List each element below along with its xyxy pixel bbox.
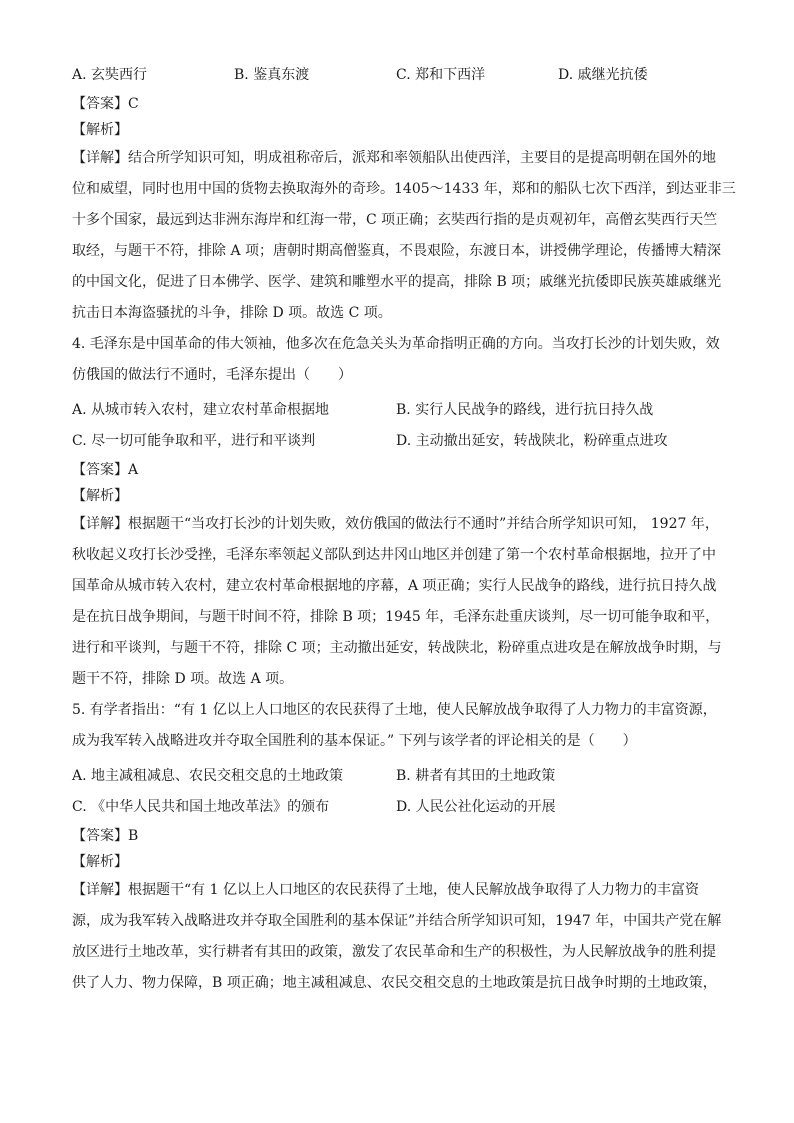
- q4-options-row-1: [72, 395, 722, 426]
- q3-options: [72, 60, 722, 91]
- document-page: [72, 60, 736, 999]
- q4-detail-line: 国革命从城市转入农村，建立农村革命根据地的序幕，A 项正确；实行人民战争的路线，进行抗日持久战: [72, 578, 717, 594]
- q5-option-b: B. 耕者有其田的土地政策: [396, 768, 556, 784]
- q5-detail-line: 供了人力、物力保障，B 项正确；地主减租减息、农民交租交息的土地政策是抗日战争时期的土地政策，: [72, 975, 717, 991]
- q4-answer: 【答案】A: [72, 462, 139, 478]
- q5-analysis-label: 【解析】: [72, 854, 128, 870]
- q5-answer: 【答案】B: [72, 828, 139, 844]
- q3-option-a: A. 玄奘西行: [72, 67, 148, 83]
- q3-detail-line: 【详解】结合所学知识可知，明成祖称帝后，派郑和率领船队出使西洋，主要目的是提高明朝在国外的地: [72, 150, 716, 166]
- q4-analysis-label: 【解析】: [72, 488, 128, 504]
- q3-detail-line: 取经，与题干不符，排除 A 项；唐朝时期高僧鉴真，不畏艰险，东渡日本，讲授佛学理论，传播博大精深: [72, 243, 722, 259]
- q3-detail-line: 十多个国家，最远到达非洲东海岸和红海一带，C 项正确；玄奘西行指的是贞观初年，高僧玄奘西行天竺: [72, 212, 718, 228]
- q4-stem-line: 4. 毛泽东是中国革命的伟大领袖，他多次在危急关头为革命指明正确的方向。当攻打长沙的计划失败，效: [72, 336, 720, 352]
- q5-stem-line: 5. 有学者指出：“有 1 亿以上人口地区的农民获得了土地，使人民解放战争取得了人力物力的丰富资源，: [72, 702, 717, 718]
- q5-options-row-2: [72, 792, 722, 823]
- q5-stem-line: 成为我军转入战略进攻并夺取全国胜利的基本保证。” 下列与该学者的评论相关的是（ ）: [72, 733, 637, 749]
- q3-option-c: C. 郑和下西洋: [396, 67, 486, 83]
- q4-detail-line: 【详解】根据题干“当攻打长沙的计划失败，效仿俄国的做法行不通时”并结合所学知识可知， 1927 年，: [72, 516, 719, 532]
- q4-options-row-2: [72, 426, 722, 457]
- q4-stem-line: 仿俄国的做法行不通时，毛泽东提出（ ）: [72, 367, 352, 383]
- q4-detail-line: 题干不符，排除 D 项。故选 A 项。: [72, 671, 294, 687]
- q4-detail: [72, 509, 722, 695]
- q5-options-row-1: [72, 761, 722, 792]
- q4-detail-line: 是在抗日战争期间，与题干时间不符，排除 B 项；1945 年，毛泽东赴重庆谈判，尽一切可能争取和平，: [72, 609, 720, 625]
- q5-detail-line: 【详解】根据题干“有 1 亿以上人口地区的农民获得了土地，使人民解放战争取得了人力物力的丰富资: [72, 882, 699, 898]
- q4-option-c: C. 尽一切可能争取和平，进行和平谈判: [72, 433, 316, 449]
- q3-detail: [72, 143, 736, 329]
- q3-detail-line: 位和威望，同时也用中国的货物去换取海外的奇珍。1405～1433 年，郑和的船队七次下西洋，到达亚非三: [72, 181, 736, 197]
- q5-detail-line: 放区进行土地改革，实行耕者有其田的政策，激发了农民革命和生产的积极性，为人民解放战争的胜利提: [72, 944, 716, 960]
- q4-option-a: A. 从城市转入农村，建立农村革命根据地: [72, 402, 330, 418]
- q3-answer: 【答案】C: [72, 96, 139, 112]
- q3-detail-line: 的中国文化，促进了日本佛学、医学、建筑和雕塑水平的提高，排除 B 项；戚继光抗倭即民族英雄戚继光: [72, 274, 722, 290]
- q5-detail-line: 源，成为我军转入战略进攻并夺取全国胜利的基本保证”并结合所学知识可知，1947 年，中国共产党在解: [72, 913, 722, 929]
- q5-detail: [72, 875, 722, 999]
- q5-stem: [72, 695, 722, 757]
- q4-option-b: B. 实行人民战争的路线，进行抗日持久战: [396, 402, 654, 418]
- q4-detail-line: 秋收起义攻打长沙受挫，毛泽东率领起义部队到达井冈山地区并创建了第一个农村革命根据地，拉开了中: [72, 547, 716, 563]
- q3-detail-line: 抗击日本海盗骚扰的斗争，排除 D 项。故选 C 项。: [72, 305, 392, 321]
- q5-option-d: D. 人民公社化运动的开展: [396, 799, 556, 815]
- q3-option-d: D. 戚继光抗倭: [558, 67, 648, 83]
- q3-option-b: B. 鉴真东渡: [234, 67, 310, 83]
- q4-stem: [72, 329, 722, 391]
- q4-detail-line: 进行和平谈判，与题干不符，排除 C 项；主动撤出延安，转战陕北，粉碎重点进攻是在解放战争时期，与: [72, 640, 722, 656]
- q3-analysis-label: 【解析】: [72, 122, 128, 138]
- q4-option-d: D. 主动撤出延安，转战陕北，粉碎重点进攻: [396, 433, 668, 449]
- q5-option-a: A. 地主减租减息、农民交租交息的土地政策: [72, 768, 344, 784]
- q5-option-c: C. 《中华人民共和国土地改革法》的颁布: [72, 799, 330, 815]
